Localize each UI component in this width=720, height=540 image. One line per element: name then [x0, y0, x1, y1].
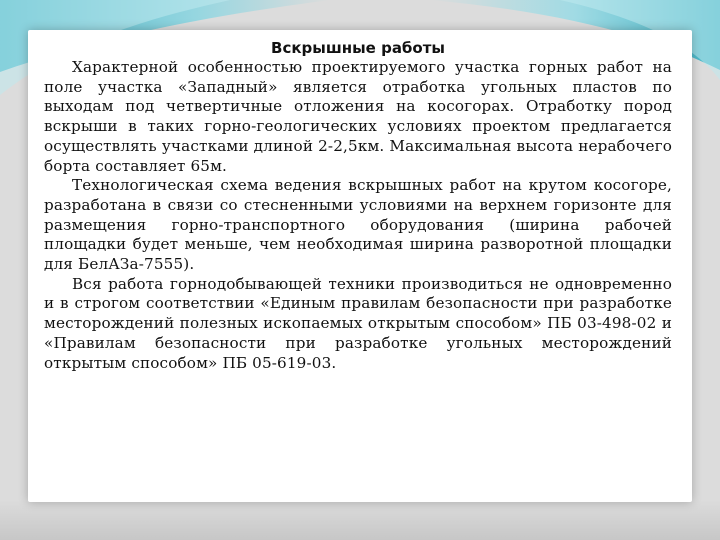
paragraph-1: Характерной особенностью проектируемого участка горных работ на поле участка «Западный» является отработка угольных пластов по выходам под четвертичные отложения на косогорах. Отработку пород вскрыши в таких горно-геологических условиях проектом предлагается осуществлять участками длиной 2-2,5км. Максимальная высота нерабочего борта составляет 65м. [44, 58, 672, 175]
paragraph-3: Вся работа горнодобывающей техники производиться не одновременно и в строгом соответствии «Единым правилам безопасности при разработке месторождений полезных ископаемых открытым способом» ПБ 03-498-02 и «Правилам безопасности при разработке угольных месторождений открытым способом» ПБ 05-619-03. [44, 274, 672, 372]
paragraph-2: Технологическая схема ведения вскрышных работ на крутом косогоре, разработана в связи со стесненными условиями на верхнем горизонте для размещения горно-транспортного оборудования (ширина рабочей площадки будет меньше, чем необходимая ширина разворотной площадки для БелАЗа-7555). [44, 176, 672, 274]
slide-content [44, 38, 672, 373]
page-title: Вскрышные работы [271, 39, 445, 57]
